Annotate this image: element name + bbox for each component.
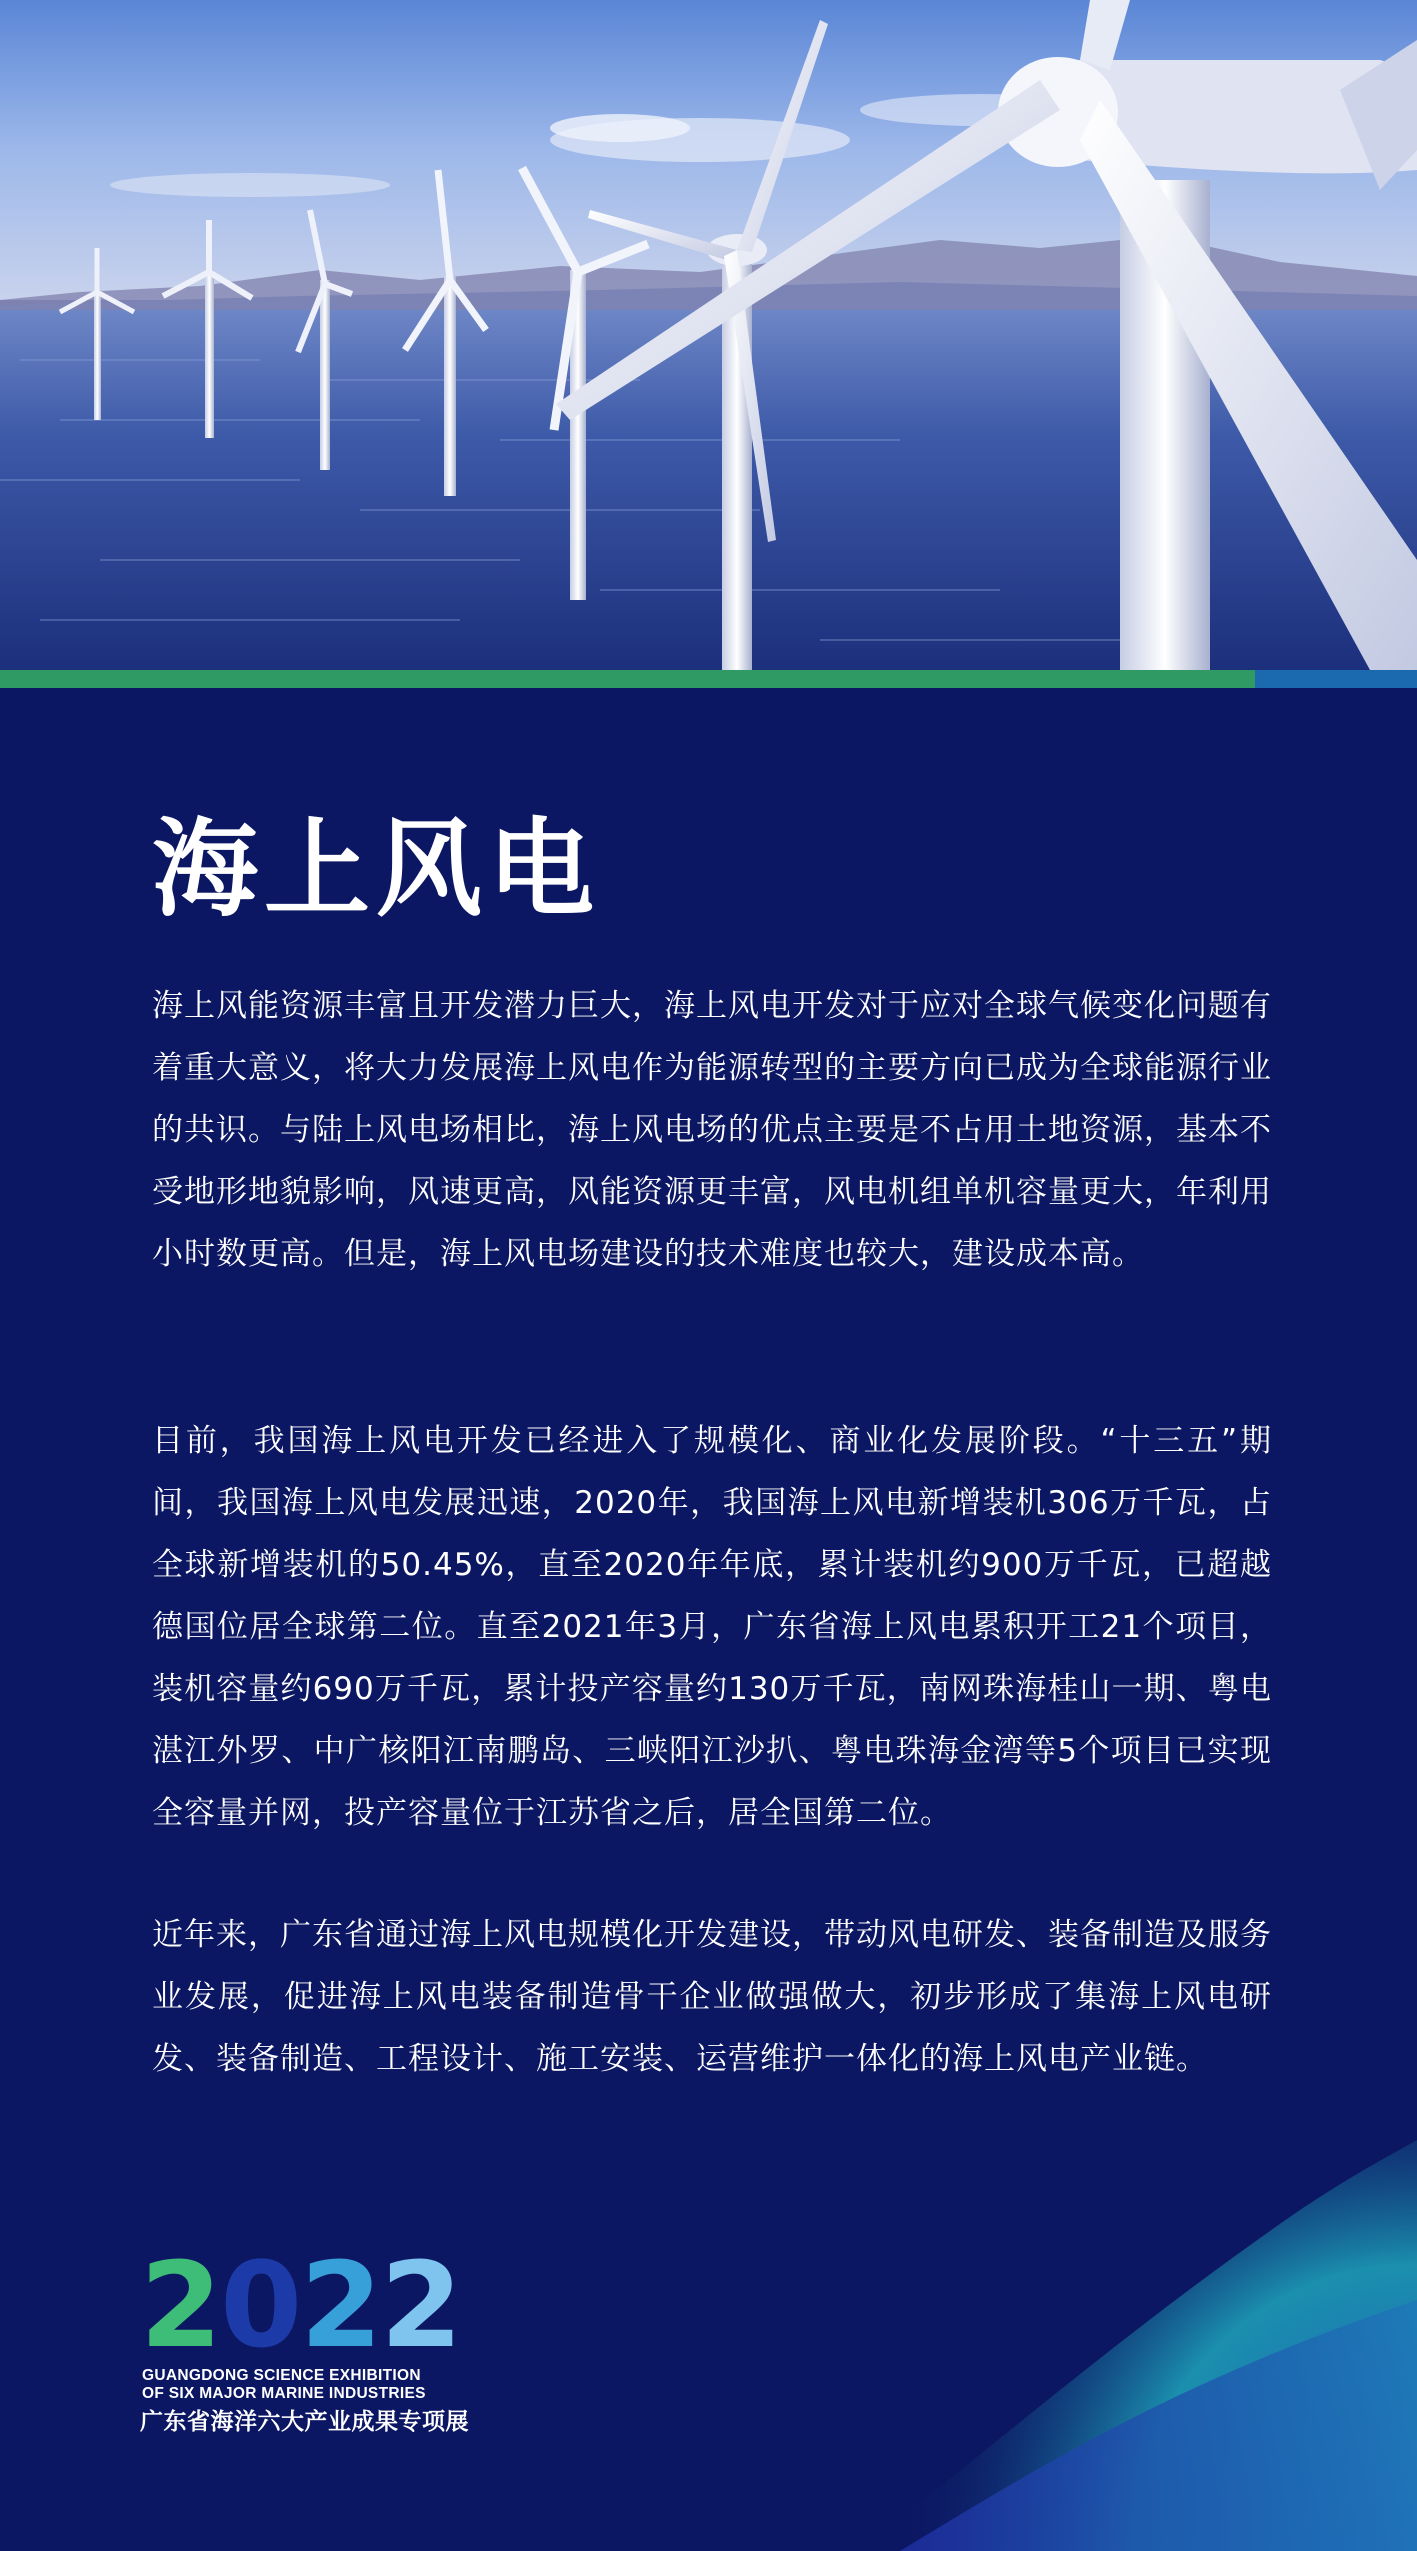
- logo-english-name: [142, 2367, 462, 2403]
- logo-year: [140, 2236, 461, 2374]
- logo-english-line: OF SIX MAJOR MARINE INDUSTRIES: [142, 2385, 426, 2402]
- logo-year-digit: 2: [140, 2236, 221, 2374]
- body-paragraph: 海上风能资源丰富且开发潜力巨大，海上风电开发对于应对全球气候变化问题有着重大意义，将大力发展海上风电作为能源转型的主要方向已成为全球能源行业的共识。与陆上风电场相比，海上风电场的优点主要是不占用土地资源，基本不受地形地貌影响，风速更高，风能资源更丰富，风电机组单机容量更大，年利用小时数更高。但是，海上风电场建设的技术难度也较大，建设成本高。: [152, 988, 1272, 1272]
- accent-stripe-green: [0, 670, 1255, 688]
- hero-illustration: [0, 0, 1417, 670]
- page-title: 海上风电: [152, 808, 600, 931]
- hero-photo-offshore-wind-turbines: [0, 0, 1417, 670]
- body-paragraph: 目前，我国海上风电开发已经进入了规模化、商业化发展阶段。“十三五”期间，我国海上风电发展迅速，2020年，我国海上风电新增装机306万千瓦，占全球新增装机的50.45%，直至2020年年底，累计装机约900万千瓦，已超越德国位居全球第二位。直至2021年3月，广东省海上风电累积开工21个项目，装机容量约690万千瓦，累计投产容量约130万千瓦，南网珠海桂山一期、粤电湛江外罗、中广核阳江南鹏岛、三峡阳江沙扒、粤电珠海金湾等5个项目已实现全容量并网，投产容量位于江苏省之后，居全国第二位。: [152, 1423, 1272, 1831]
- logo-english-line: GUANGDONG SCIENCE EXHIBITION: [142, 2367, 421, 2384]
- accent-stripe: [0, 670, 1417, 688]
- accent-stripe-blue: [1255, 670, 1417, 688]
- logo-year-digit: 2: [300, 2236, 381, 2374]
- exhibition-logo: [140, 2236, 469, 2445]
- logo-year-digit: 2: [380, 2236, 461, 2374]
- body-paragraph: 近年来，广东省通过海上风电规模化开发建设，带动风电研发、装备制造及服务业发展，促进海上风电装备制造骨干企业做强做大，初步形成了集海上风电研发、装备制造、工程设计、施工安装、运营维护一体化的海上风电产业链。: [152, 1917, 1272, 2077]
- logo-year-digit: 0: [220, 2236, 301, 2374]
- logo-chinese-name: 广东省海洋六大产业成果专项展: [140, 2409, 469, 2435]
